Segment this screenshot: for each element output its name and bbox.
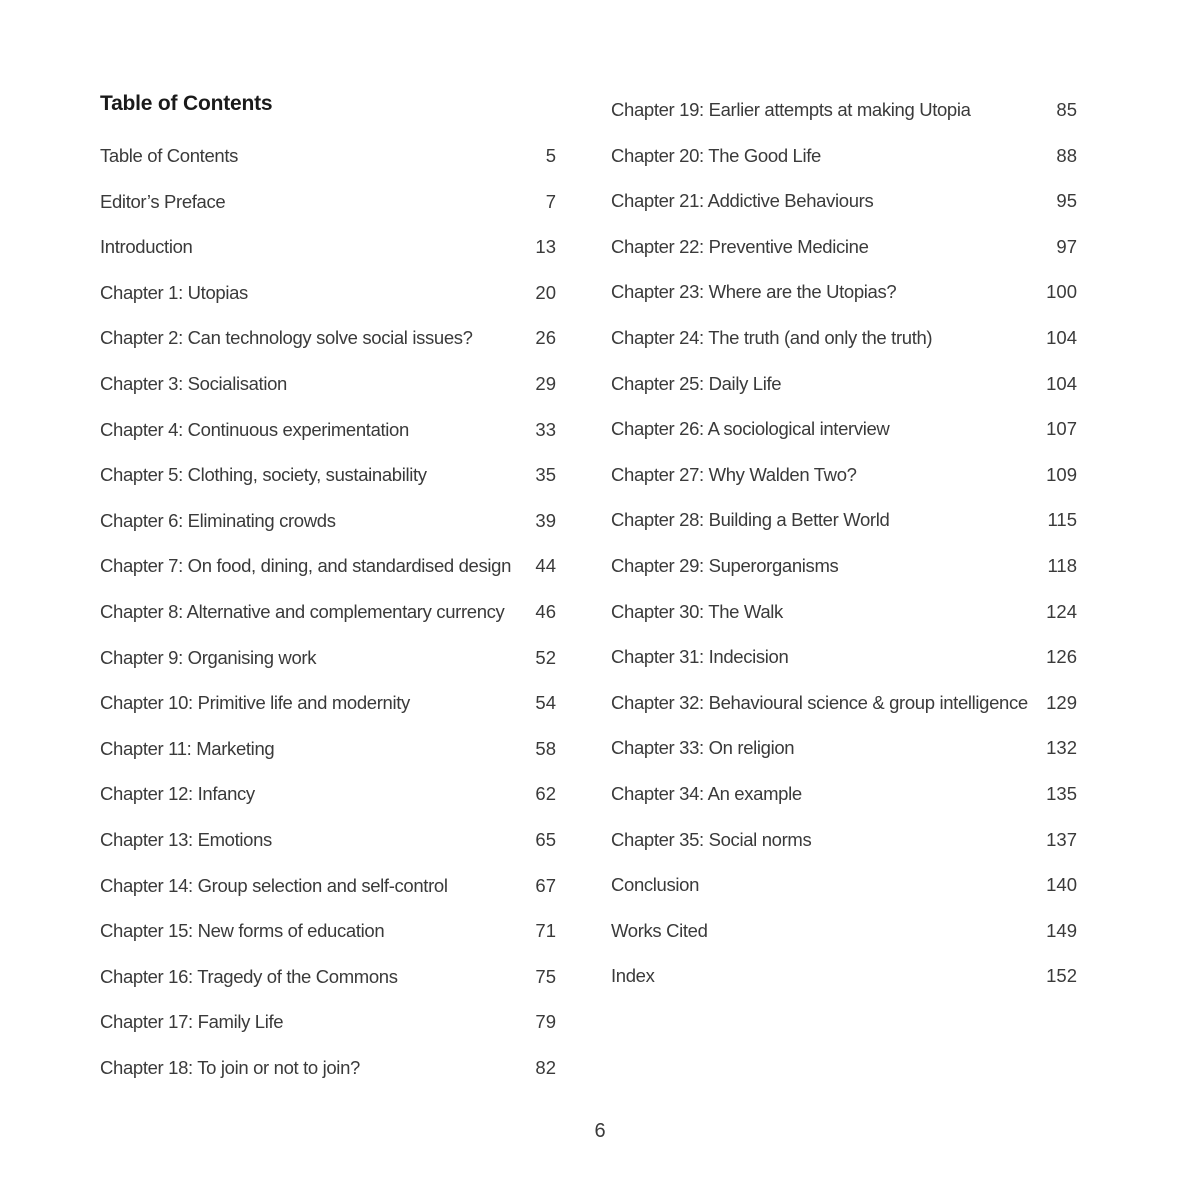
- toc-entry-title: Chapter 17: Family Life: [100, 1011, 284, 1033]
- toc-entry-title: Chapter 23: Where are the Utopias?: [611, 281, 897, 303]
- toc-entry-page: 149: [1046, 919, 1077, 941]
- toc-entry-title: Chapter 25: Daily Life: [611, 372, 782, 394]
- toc-entry: [100, 141, 556, 171]
- toc-entry: [611, 186, 1077, 216]
- toc-entry-page: 7: [545, 190, 556, 212]
- toc-entry: [611, 277, 1077, 307]
- toc-entry-page: 137: [1046, 828, 1077, 850]
- toc-entry-page: 115: [1047, 509, 1077, 531]
- toc-entry-title: Chapter 31: Indecision: [611, 646, 789, 668]
- toc-entry-page: 135: [1046, 783, 1077, 804]
- toc-entry: [611, 369, 1077, 399]
- toc-entry-page: 75: [535, 965, 556, 987]
- toc-entry-title: Chapter 14: Group selection and self-control: [100, 874, 448, 896]
- toc-entry: [100, 734, 556, 764]
- toc-entry: [100, 323, 556, 353]
- toc-heading: Table of Contents: [100, 92, 273, 115]
- toc-entry-page: 97: [1056, 235, 1077, 257]
- toc-entry-title: Chapter 30: The Walk: [611, 600, 783, 622]
- toc-entry: [100, 962, 556, 992]
- toc-entry: [611, 825, 1077, 855]
- toc-entry-page: 100: [1046, 281, 1077, 303]
- toc-entry-page: 62: [535, 783, 556, 805]
- toc-entry-title: Chapter 16: Tragedy of the Commons: [100, 965, 398, 987]
- toc-entry: [611, 232, 1077, 262]
- toc-entry-title: Chapter 13: Emotions: [100, 829, 272, 850]
- toc-entry-page: 39: [535, 509, 556, 531]
- page-number: 6: [594, 1120, 606, 1142]
- toc-entry-title: Index: [611, 965, 655, 987]
- toc-entry-page: 104: [1046, 327, 1077, 348]
- toc-entry-title: Chapter 1: Utopias: [100, 281, 248, 303]
- toc-entry-title: Chapter 11: Marketing: [100, 737, 275, 759]
- toc-entry: [100, 597, 556, 627]
- toc-entry-page: 26: [535, 327, 556, 349]
- toc-entry-title: Chapter 4: Continuous experimentation: [100, 418, 409, 440]
- toc-entry-title: Chapter 7: On food, dining, and standardised design: [100, 555, 512, 577]
- toc-entry-page: 109: [1046, 463, 1077, 485]
- toc-entry: [100, 460, 556, 490]
- toc-entry-title: Editor’s Preface: [100, 190, 226, 212]
- toc-entry: [611, 870, 1077, 900]
- toc-entry-title: Chapter 29: Superorganisms: [611, 555, 839, 576]
- toc-entry: [611, 323, 1077, 353]
- toc-entry-page: 124: [1046, 600, 1077, 622]
- toc-entry-page: 104: [1046, 372, 1077, 394]
- toc-entry: [100, 278, 556, 308]
- toc-entry: [100, 825, 556, 855]
- toc-entry-page: 88: [1056, 144, 1077, 166]
- toc-entry-page: 107: [1046, 418, 1077, 440]
- toc-entry: [100, 916, 556, 946]
- toc-entry-title: Introduction: [100, 236, 193, 258]
- toc-entry-page: 79: [535, 1011, 556, 1033]
- toc-entry: [100, 643, 556, 673]
- toc-entry-page: 126: [1046, 646, 1077, 668]
- toc-entry-page: 54: [535, 692, 556, 714]
- toc-entry-page: 46: [535, 601, 556, 622]
- toc-entry-page: 82: [535, 1057, 556, 1078]
- toc-entry-title: Works Cited: [611, 919, 708, 941]
- toc-entry: [100, 415, 556, 445]
- toc-entry-title: Table of Contents: [100, 145, 239, 166]
- toc-entry-title: Chapter 15: New forms of education: [100, 920, 385, 942]
- toc-entry-page: 67: [535, 874, 556, 896]
- toc-entry: [100, 1007, 556, 1037]
- toc-entry: [611, 961, 1077, 991]
- toc-entry: [611, 141, 1077, 171]
- toc-entry: [611, 642, 1077, 672]
- toc-entry-title: Chapter 5: Clothing, society, sustainability: [100, 464, 427, 486]
- toc-entry-title: Conclusion: [611, 874, 700, 896]
- toc-entry-page: 152: [1046, 965, 1077, 987]
- toc-entry: [100, 369, 556, 399]
- toc-entry-title: Chapter 34: An example: [611, 783, 802, 804]
- toc-entry-page: 140: [1046, 874, 1077, 896]
- toc-entry: [611, 414, 1077, 444]
- toc-entry-title: Chapter 9: Organising work: [100, 646, 317, 668]
- toc-entry-page: 44: [535, 555, 556, 577]
- toc-entry: [100, 1053, 556, 1083]
- toc-entry-title: Chapter 18: To join or not to join?: [100, 1057, 360, 1078]
- toc-entry: [100, 506, 556, 536]
- toc-entry-page: 29: [535, 373, 556, 394]
- toc-entry: [611, 733, 1077, 763]
- toc-entry: [611, 460, 1077, 490]
- toc-entry-page: 5: [545, 145, 556, 166]
- toc-entry-title: Chapter 10: Primitive life and modernity: [100, 692, 410, 714]
- toc-entry: [611, 916, 1077, 946]
- toc-entry-title: Chapter 21: Addictive Behaviours: [611, 190, 874, 212]
- toc-entry-page: 52: [535, 646, 556, 668]
- toc-entry-title: Chapter 12: Infancy: [100, 783, 255, 805]
- toc-entry-title: Chapter 26: A sociological interview: [611, 418, 890, 440]
- toc-entry-title: Chapter 19: Earlier attempts at making Utopia: [611, 99, 971, 120]
- toc-entry: [611, 597, 1077, 627]
- toc-entry-page: 20: [535, 281, 556, 303]
- toc-entry-page: 95: [1056, 190, 1077, 212]
- toc-entry: [100, 688, 556, 718]
- toc-entry-title: Chapter 35: Social norms: [611, 828, 812, 850]
- toc-entry: [611, 779, 1077, 809]
- toc-entry-page: 118: [1047, 555, 1077, 576]
- toc-entry-title: Chapter 27: Why Walden Two?: [611, 463, 857, 485]
- toc-entry: [611, 505, 1077, 535]
- toc-entry-title: Chapter 20: The Good Life: [611, 144, 821, 166]
- toc-entry-title: Chapter 24: The truth (and only the truth): [611, 327, 933, 348]
- toc-entry-page: 65: [535, 829, 556, 850]
- toc-entry-title: Chapter 33: On religion: [611, 737, 795, 759]
- toc-entry-title: Chapter 6: Eliminating crowds: [100, 509, 336, 531]
- toc-entry-page: 35: [535, 464, 556, 486]
- toc-entry-page: 58: [535, 737, 556, 759]
- toc-entry-page: 129: [1046, 691, 1077, 713]
- toc-entry: [100, 871, 556, 901]
- toc-entry-page: 13: [535, 236, 556, 258]
- toc-entry-title: Chapter 3: Socialisation: [100, 373, 287, 394]
- toc-entry-title: Chapter 28: Building a Better World: [611, 509, 890, 531]
- toc-entry: [100, 187, 556, 217]
- toc-entry-page: 71: [535, 920, 556, 942]
- toc-entry: [611, 95, 1077, 125]
- toc-entry-page: 33: [535, 418, 556, 440]
- toc-entry-title: Chapter 2: Can technology solve social issues?: [100, 327, 473, 349]
- toc-entry: [100, 551, 556, 581]
- toc-entry-page: 85: [1056, 99, 1077, 120]
- toc-entry: [100, 779, 556, 809]
- toc-entry: [611, 688, 1077, 718]
- toc-entry: [611, 551, 1077, 581]
- toc-entry-title: Chapter 8: Alternative and complementary currency: [100, 601, 505, 622]
- toc-entry-title: Chapter 22: Preventive Medicine: [611, 235, 869, 257]
- toc-entry-title: Chapter 32: Behavioural science & group intelligence: [611, 691, 1028, 713]
- toc-entry: [100, 232, 556, 262]
- toc-entry-page: 132: [1046, 737, 1077, 759]
